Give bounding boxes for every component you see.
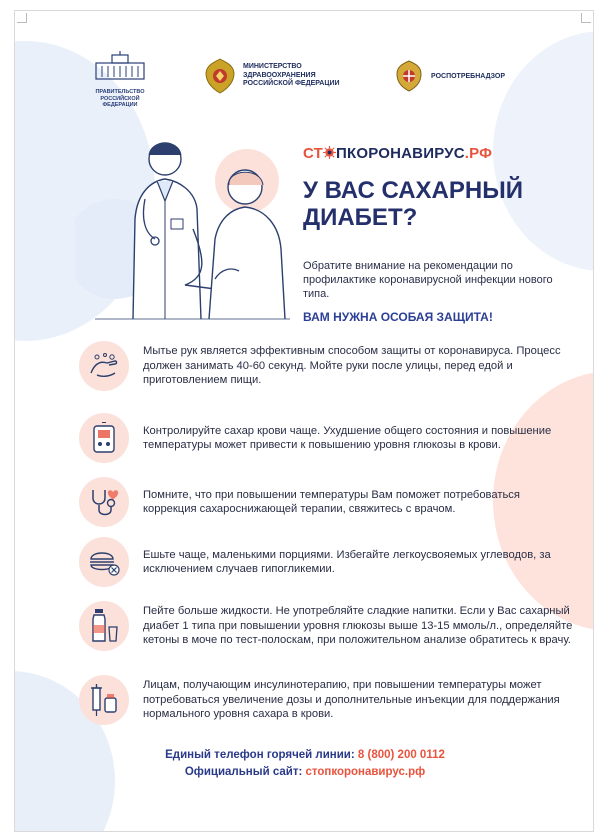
brand-part: .РФ bbox=[464, 145, 493, 162]
doctor-illustration bbox=[75, 129, 295, 329]
crop-mark bbox=[581, 13, 591, 23]
doctor-patient-icon bbox=[75, 129, 295, 329]
tip-text: Контролируйте сахар крови чаще. Ухудшение общего состояния и повышение температуры может привести к повышению уровня глюкозы в крови. bbox=[143, 424, 552, 451]
ministry-line: РОССИЙСКОЙ ФЕДЕРАЦИИ bbox=[243, 80, 340, 88]
syringe-icon bbox=[79, 675, 129, 725]
tip-item bbox=[79, 537, 573, 587]
tip-text: Лицам, получающим инсулинотерапию, при повышении температуры может потребоваться увеличение дозы и дополнительные инъекции для поддержания нормального уровня сахара в крови. bbox=[143, 679, 560, 721]
tip-text: Помните, что при повышении температуры Вам поможет потребоваться коррекция сахароснижающей терапии, свяжитесь с врачом. bbox=[143, 488, 520, 515]
ministry-line: ЗДРАВООХРАНЕНИЯ bbox=[243, 71, 316, 79]
ministry-label bbox=[243, 63, 340, 89]
tip-item bbox=[79, 675, 573, 725]
intro-text: Обратите внимание на рекомендации по профилактике коронавирусной инфекции нового типа. bbox=[303, 260, 553, 300]
brand-part: ПКОРОНАВИРУС bbox=[336, 145, 465, 162]
special-protection-heading: ВАМ НУЖНА ОСОБАЯ ЗАЩИТА! bbox=[303, 310, 493, 324]
ministry-logo bbox=[203, 57, 340, 95]
tip-text: Мытье рук является эффективным способом защиты от коронавируса. Процесс должен занимать 40-60 секунд. Мойте руки после улицы, перед едой и приготовлением пищи. bbox=[143, 345, 561, 387]
glucometer-icon bbox=[79, 413, 129, 463]
brand-wordmark bbox=[303, 145, 492, 162]
government-label: ПРАВИТЕЛЬСТВО РОССИЙСКОЙ ФЕДЕРАЦИИ bbox=[95, 89, 145, 108]
poster bbox=[14, 10, 594, 832]
rospotrebnadzor-logo bbox=[393, 59, 505, 93]
water-bottle-icon bbox=[79, 601, 129, 651]
crop-mark bbox=[17, 13, 27, 23]
hotline-number[interactable]: 8 (800) 200 0112 bbox=[357, 749, 445, 761]
logos-row bbox=[15, 51, 594, 121]
page-title: У ВАС САХАРНЫЙ ДИАБЕТ? bbox=[303, 177, 523, 231]
tip-text: Ешьте чаще, маленькими порциями. Избегайте легкоусвояемых углеводов, за исключением случаев гипогликемии. bbox=[143, 548, 551, 575]
tip-item bbox=[79, 601, 573, 651]
government-building-icon bbox=[92, 51, 148, 81]
site-label: Официальный сайт: bbox=[184, 766, 303, 778]
ministry-line: МИНИСТЕРСТВО bbox=[243, 63, 302, 71]
tip-item bbox=[79, 341, 573, 391]
emblem-icon bbox=[393, 59, 425, 93]
footer-contacts bbox=[15, 747, 594, 781]
coat-of-arms-icon bbox=[203, 57, 237, 95]
burger-icon bbox=[79, 537, 129, 587]
site-line bbox=[15, 764, 594, 781]
hotline-label: Единый телефон горячей линии: bbox=[165, 749, 355, 761]
tip-text: Пейте больше жидкости. Не употребляйте сладкие напитки. Если у Вас сахарный диабет 1 типа при повышении уровня глюкозы выше 13-15 ммоль/л., определяйте кетоны в моче по тест-полоскам, при положительном анализе обратитесь к врачу. bbox=[143, 605, 573, 647]
rospotrebnadzor-label: РОСПОТРЕБНАДЗОР bbox=[431, 72, 506, 80]
tip-item bbox=[79, 413, 573, 463]
brand-part: СТ bbox=[303, 145, 324, 162]
tip-item bbox=[79, 477, 573, 527]
virus-icon bbox=[323, 146, 336, 159]
site-link[interactable]: стопкоронавирус.рф bbox=[305, 766, 426, 778]
government-logo bbox=[85, 51, 155, 109]
hand-wash-icon bbox=[79, 341, 129, 391]
hotline-line bbox=[15, 747, 594, 764]
stethoscope-icon bbox=[79, 477, 129, 527]
